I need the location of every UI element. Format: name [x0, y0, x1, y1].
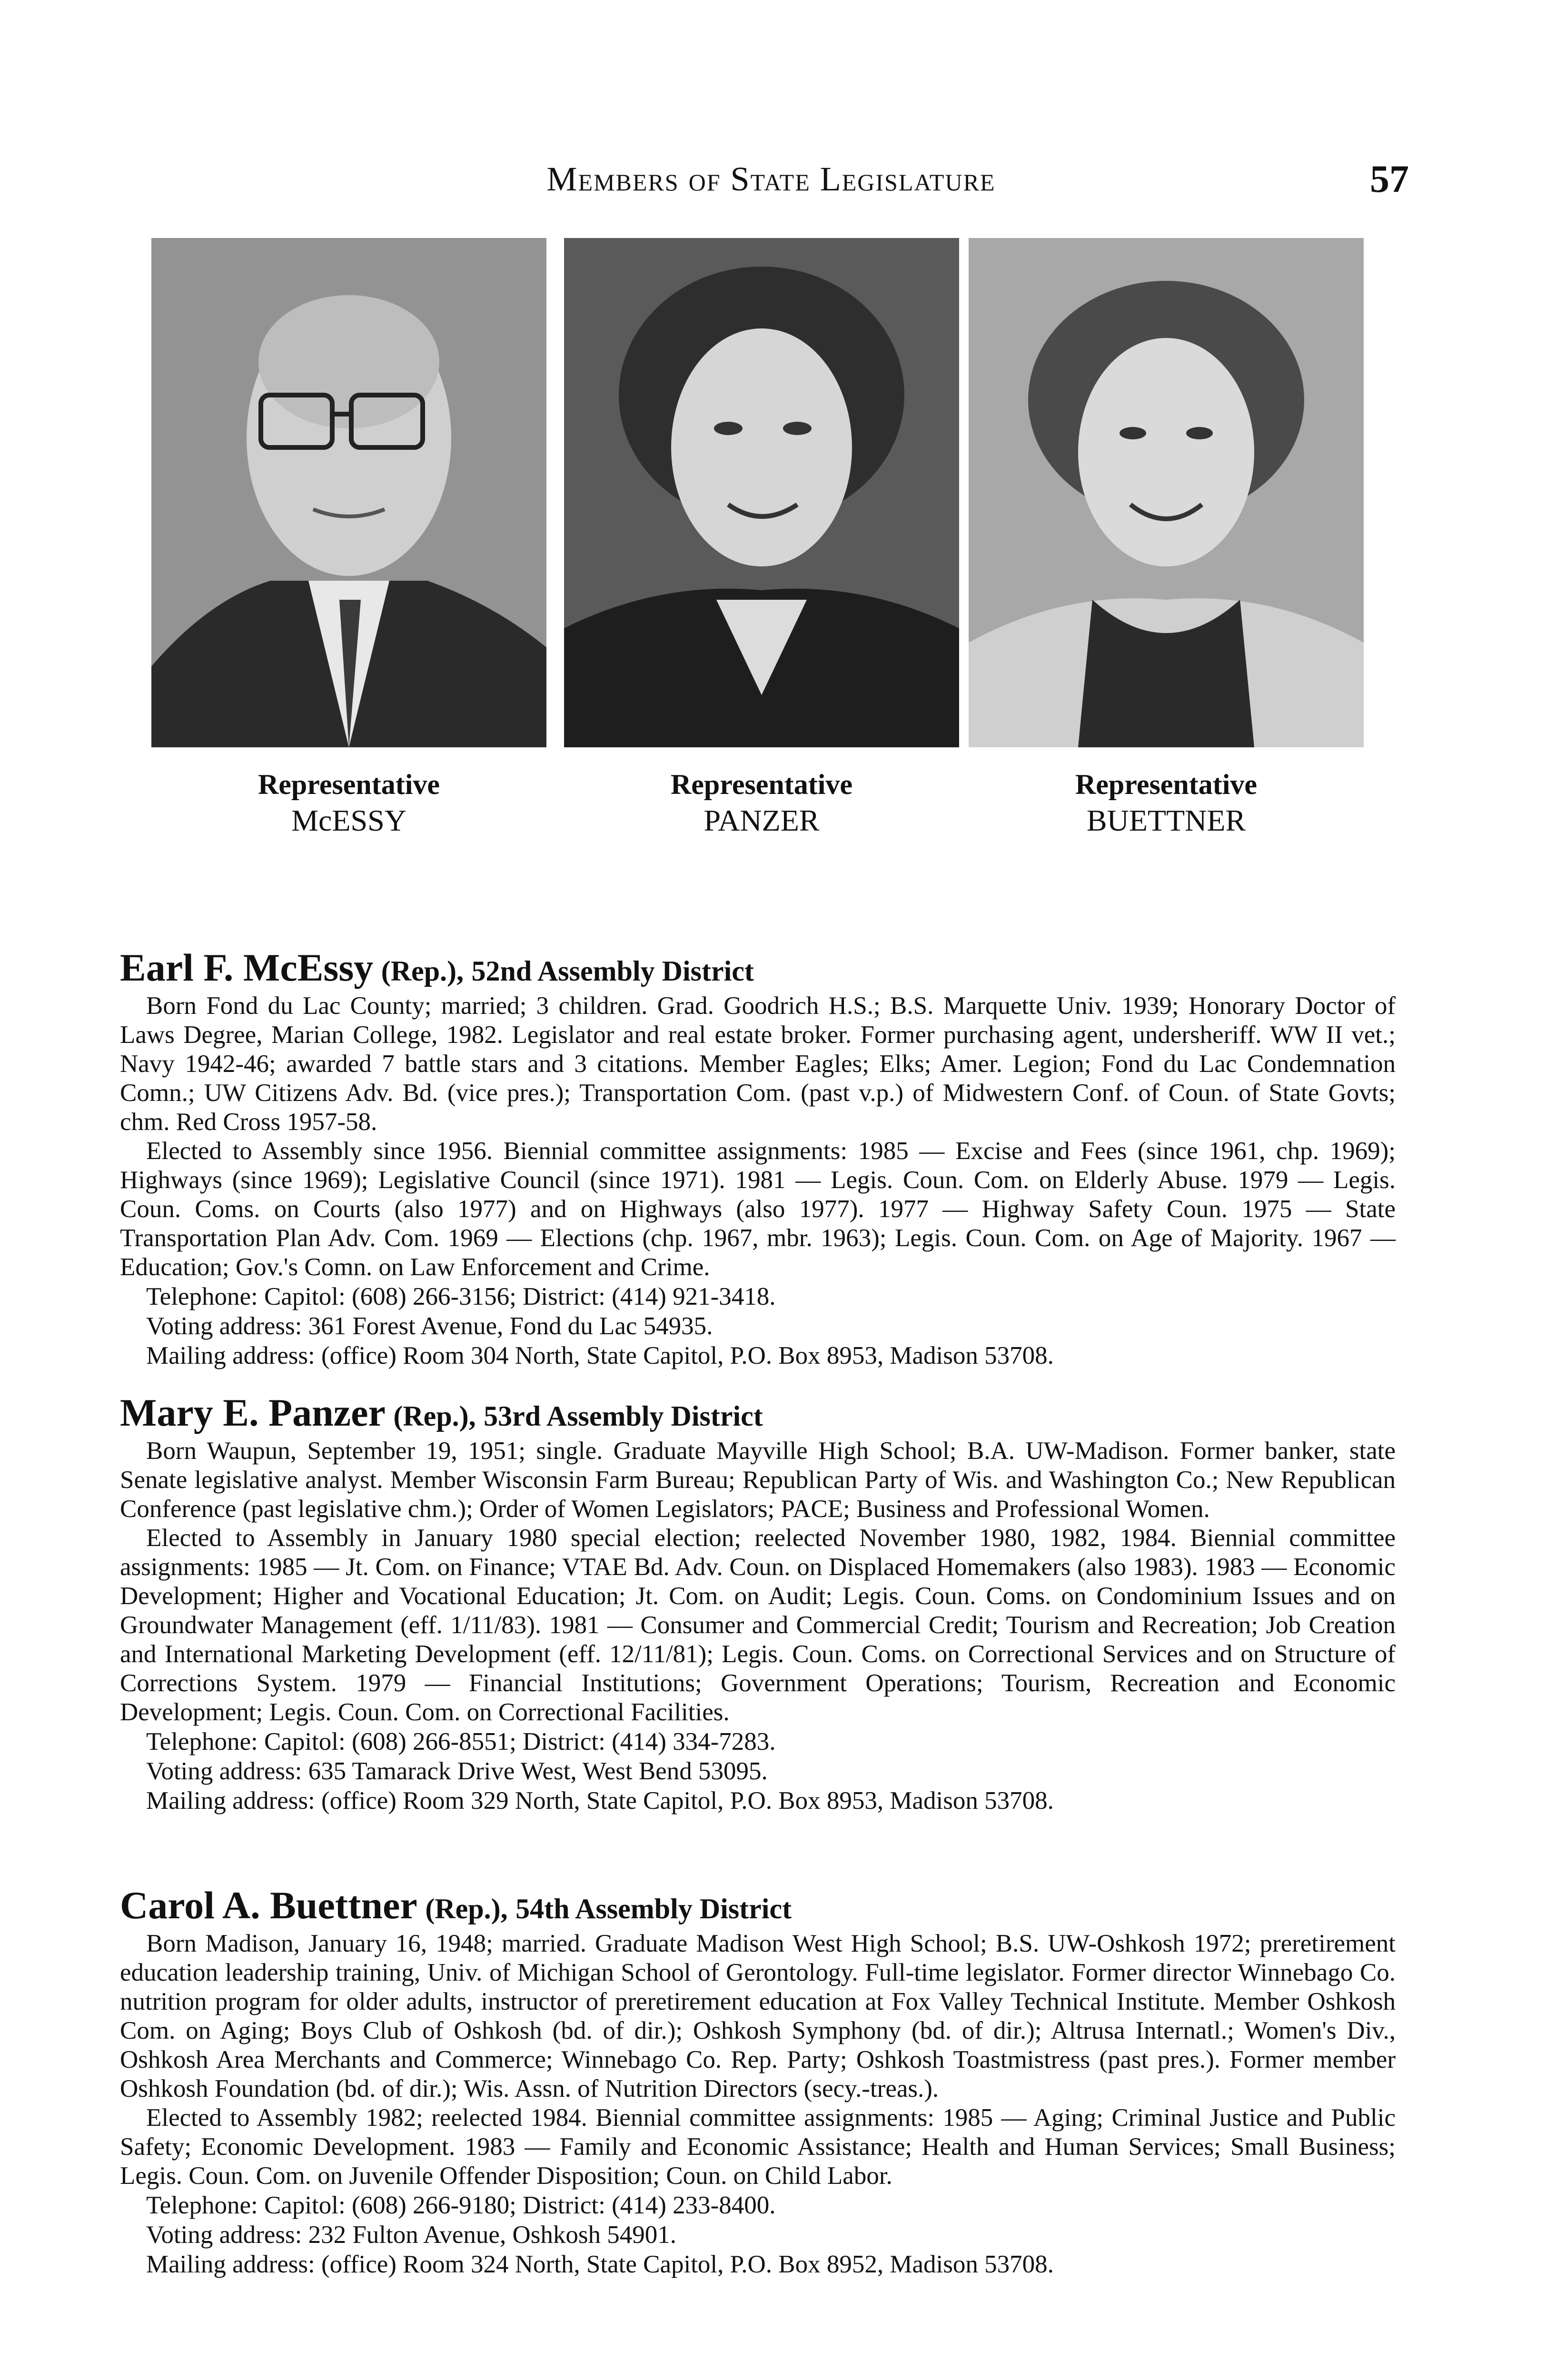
- bio-heading: [120, 1885, 1396, 1929]
- page-header: [0, 159, 1546, 212]
- portrait-caption-mcessy: [151, 766, 546, 839]
- bio-mailing-address: Mailing address: (office) Room 324 North, State Capitol, P.O. Box 8952, Madison 53708.: [146, 2251, 1054, 2278]
- bio-background: Born Fond du Lac County; married; 3 children. Grad. Goodrich H.S.; B.S. Marquette Univ. 1939; Honorary Doctor of Laws Degree, Marian College, 1982. Legislator and real estate broker. Former purchasing agent, undersheriff. WW II vet.; Navy 1942-46; awarded 7 battle stars and 3 citations. Member Eagles; Elks; Amer. Legion; Fond du Lac Condemnation Comn.; UW Citizens Adv. Bd. (vice pres.); Transportation Com. (past v.p.) of Midwestern Conf. of Coun. of State Govts; chm. Red Cross 1957-58.: [120, 992, 1396, 1136]
- bio-district: 53rd Assembly District: [484, 1400, 763, 1432]
- portrait-photo-buettner: [969, 238, 1364, 747]
- portrait-row: [0, 238, 1546, 752]
- bio-telephone: Telephone: Capitol: (608) 266-9180; District: (414) 233-8400.: [146, 2192, 776, 2219]
- bio-party: (Rep.),: [381, 955, 464, 987]
- bio-voting-address: Voting address: 361 Forest Avenue, Fond du Lac 54935.: [146, 1312, 713, 1340]
- portrait-photo-panzer: [564, 238, 959, 747]
- bio-panzer: [120, 1392, 1396, 1815]
- bio-name: Mary E. Panzer: [120, 1391, 386, 1434]
- caption-role: Representative: [1075, 769, 1258, 800]
- bio-telephone: Telephone: Capitol: (608) 266-3156; District: (414) 921-3418.: [146, 1283, 776, 1310]
- portrait-image-mcessy: [151, 238, 546, 747]
- bio-district: 52nd Assembly District: [471, 955, 754, 987]
- bio-party: (Rep.),: [393, 1400, 476, 1432]
- portrait-caption-panzer: [564, 766, 959, 839]
- bio-buettner: [120, 1885, 1396, 2279]
- portrait-image-panzer: [564, 238, 959, 747]
- bio-service: Elected to Assembly in January 1980 special election; reelected November 1980, 1982, 1984. Biennial committee assignments: 1985 — Jt. Com. on Finance; VTAE Bd. Adv. Coun. on Displaced Homemakers (also 1983). 1983 — Economic Development; Higher and Vocational Education; Jt. Com. on Audit; Legis. Coun. Coms. on Condominium Issues and on Groundwater Management (eff. 1/11/83). 1981 — Consumer and Commercial Credit; Tourism and Recreation; Job Creation and International Marketing Development (eff. 12/11/81); Legis. Coun. Coms. on Correctional Services and on Structure of Corrections System. 1979 — Financial Institutions; Government Operations; Tourism, Recreation and Economic Development; Legis. Coun. Com. on Correctional Facilities.: [120, 1524, 1396, 1726]
- bio-district: 54th Assembly District: [515, 1893, 792, 1924]
- bio-name: Carol A. Buettner: [120, 1884, 417, 1927]
- caption-name: BUETTNER: [1086, 803, 1246, 837]
- running-title: Members of State Legislature: [546, 160, 996, 198]
- bio-background: Born Madison, January 16, 1948; married. Graduate Madison West High School; B.S. UW-Oshkosh 1972; preretirement education leadership training, Univ. of Michigan School of Gerontology. Full-time legislator. Former director Winnebago Co. nutrition program for older adults, instructor of preretirement education at Fox Valley Technical Institute. Member Oshkosh Com. on Aging; Boys Club of Oshkosh (bd. of dir.); Oshkosh Symphony (bd. of dir.); Altrusa Internatl.; Women's Div., Oshkosh Area Merchants and Commerce; Winnebago Co. Rep. Party; Oshkosh Toastmistress (past pres.). Former member Oshkosh Foundation (bd. of dir.); Wis. Assn. of Nutrition Directors (secy.-treas.).: [120, 1930, 1396, 2102]
- portrait-caption-buettner: [969, 766, 1364, 839]
- bio-mcessy: [120, 947, 1396, 1370]
- bio-background: Born Waupun, September 19, 1951; single. Graduate Mayville High School; B.A. UW-Madison. Former banker, state Senate legislative analyst. Member Wisconsin Farm Bureau; Republican Party of Wis. and Washington Co.; New Republican Conference (past legislative chm.); Order of Women Legislators; PACE; Business and Professional Women.: [120, 1437, 1396, 1523]
- page-number: 57: [1370, 157, 1409, 200]
- bio-heading: [120, 1392, 1396, 1437]
- bio-heading: [120, 947, 1396, 992]
- portrait-image-buettner: [969, 238, 1364, 747]
- bio-mailing-address: Mailing address: (office) Room 304 North, State Capitol, P.O. Box 8953, Madison 53708.: [146, 1342, 1054, 1369]
- bio-service: Elected to Assembly 1982; reelected 1984. Biennial committee assignments: 1985 — Aging; Criminal Justice and Public Safety; Economic Development. 1983 — Family and Economic Assistance; Health and Human Services; Small Business; Legis. Coun. Com. on Juvenile Offender Disposition; Coun. on Child Labor.: [120, 2104, 1396, 2190]
- bio-telephone: Telephone: Capitol: (608) 266-8551; District: (414) 334-7283.: [146, 1728, 776, 1755]
- caption-name: McESSY: [291, 803, 406, 837]
- caption-role: Representative: [258, 769, 440, 800]
- bio-name: Earl F. McEssy: [120, 946, 374, 989]
- bio-mailing-address: Mailing address: (office) Room 329 North, State Capitol, P.O. Box 8953, Madison 53708.: [146, 1787, 1054, 1815]
- caption-name: PANZER: [704, 803, 820, 837]
- portrait-photo-mcessy: [151, 238, 546, 747]
- bio-voting-address: Voting address: 232 Fulton Avenue, Oshkosh 54901.: [146, 2221, 676, 2249]
- bio-voting-address: Voting address: 635 Tamarack Drive West, West Bend 53095.: [146, 1757, 768, 1785]
- bio-party: (Rep.),: [425, 1893, 508, 1924]
- bio-service: Elected to Assembly since 1956. Biennial committee assignments: 1985 — Excise and Fees (since 1961, chp. 1969); Highways (since 1969); Legislative Council (since 1971). 1981 — Legis. Coun. Com. on Elderly Abuse. 1979 — Legis. Coun. Coms. on Courts (also 1977) and on Highways (also 1977). 1977 — Highway Safety Coun. 1975 — State Transportation Plan Adv. Com. 1969 — Elections (chp. 1967, mbr. 1963); Legis. Coun. Com. on Age of Majority. 1967 — Education; Gov.'s Comn. on Law Enforcement and Crime.: [120, 1137, 1396, 1281]
- caption-role: Representative: [670, 769, 853, 800]
